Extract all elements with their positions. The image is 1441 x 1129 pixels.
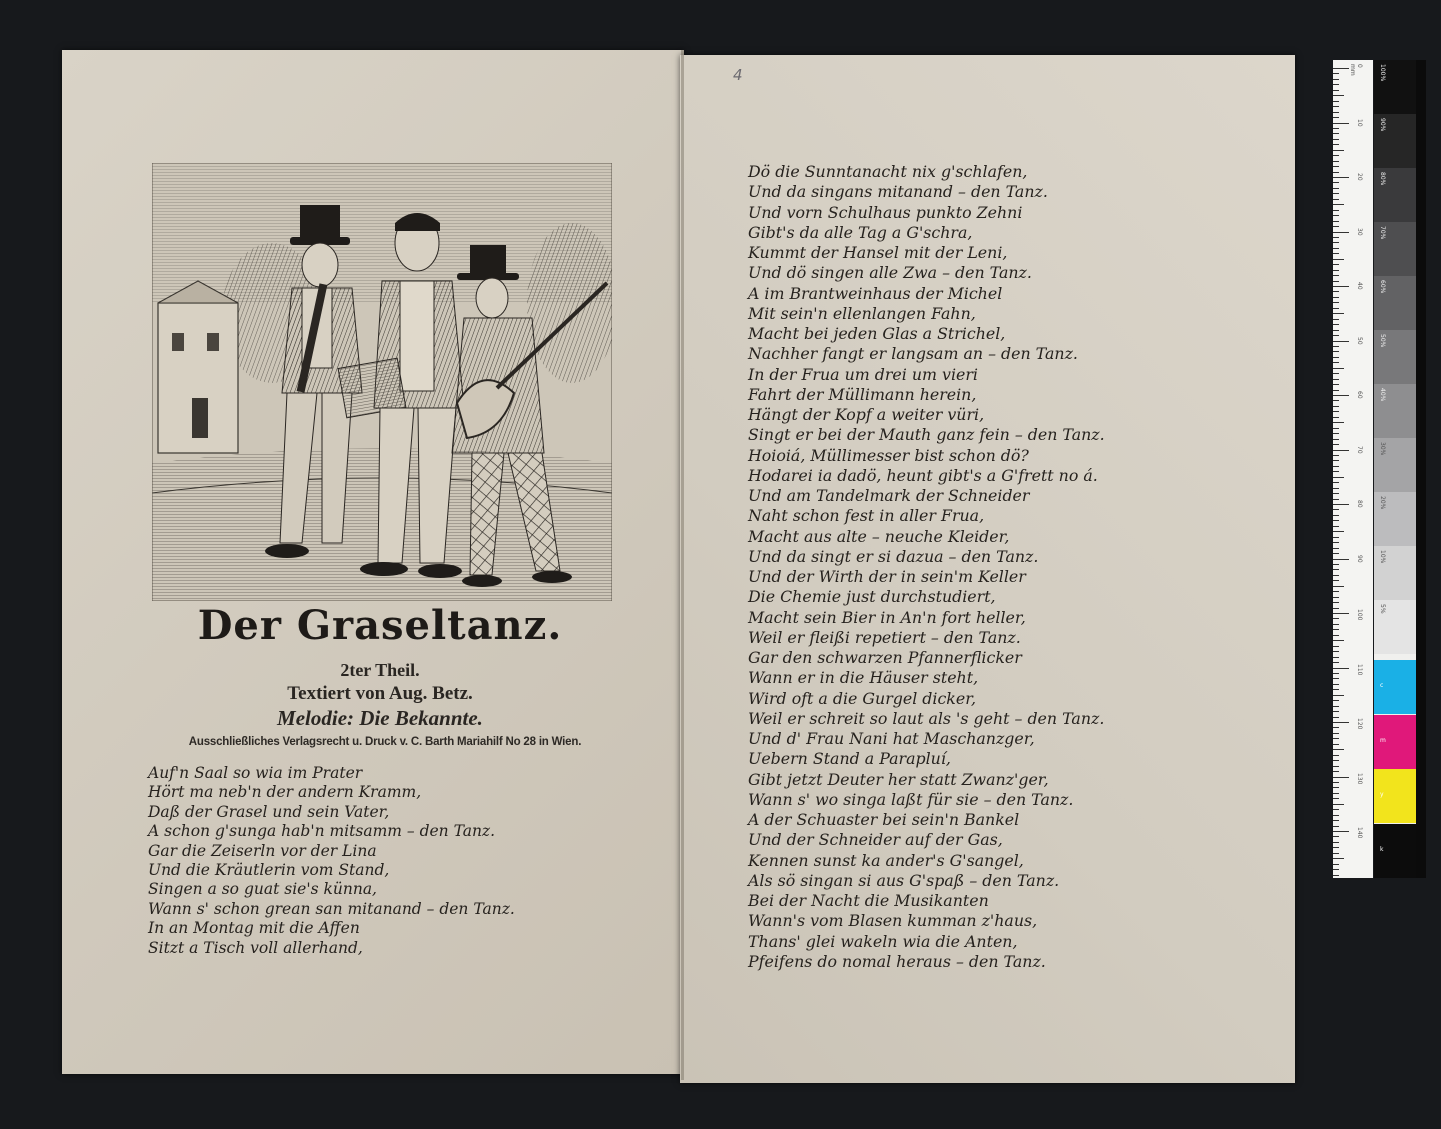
ruler-tick [1333,417,1339,418]
measurement-ruler [1333,60,1373,878]
ruler-tick [1333,722,1349,723]
ruler-tick [1333,400,1339,401]
page-number-mark: 4 [733,66,743,84]
ruler-tick [1333,166,1339,167]
page-fold [681,50,684,1080]
ruler-tick [1333,144,1339,145]
verse-line: Bei der Nacht die Musikanten [748,891,989,910]
song-melody: Melodie: Die Bekannte. [277,706,483,730]
ruler-tick [1333,112,1339,113]
verse-line: Als sö singan si aus G'spaß – den Tanz. [748,870,1060,890]
ruler-label: 130 [1356,772,1363,784]
verse-line: Singt er bei der Mauth ganz fein – den Tanz. [748,425,1105,445]
ruler-tick [1333,657,1339,658]
ruler-tick [1333,79,1339,80]
ruler-tick [1333,302,1339,303]
ruler-tick [1333,826,1339,827]
grey-patch-label: 90% [1379,118,1386,132]
ruler-tick [1333,864,1339,865]
ruler-label: 70 [1356,445,1363,454]
ruler-tick [1333,499,1339,500]
ruler-label: 20 [1356,173,1363,181]
ruler-tick [1333,199,1339,200]
ruler-tick [1333,640,1344,641]
ruler-tick [1333,706,1339,707]
song-title: Der Graseltanz. [197,602,563,649]
verse-line: Hängt der Kopf a weiter vüri, [748,405,985,424]
ruler-tick [1333,798,1339,799]
verse-line: Daß der Grasel und sein Vater, [148,802,390,821]
verse-line: Und am Tandelmark der Schneider [748,486,1030,505]
ruler-tick [1333,662,1339,663]
ruler-tick [1333,319,1339,320]
ruler-tick [1333,384,1339,385]
ruler-tick [1333,291,1339,292]
ruler-tick [1333,368,1344,369]
ruler-tick [1333,537,1339,538]
verse-line: Und der Wirth der in sein'm Keller [748,567,1026,586]
ruler-tick [1333,738,1339,739]
ruler-tick [1333,526,1339,527]
song-part: 2ter Theil. [340,660,420,680]
verse-line: Gibt's da alle Tag a G'schra, [748,222,973,242]
ruler-tick [1333,237,1339,238]
ruler-label: 0 mm [1349,64,1363,76]
ruler-tick [1333,275,1339,276]
verse-line: Macht aus alte – neuche Kleider, [748,526,1010,546]
publisher-imprint: Ausschließliches Verlagsrecht u. Druck v. C. Barth Mariahilf No 28 in Wien. [188,736,582,748]
ruler-tick [1333,172,1339,173]
ruler-tick [1333,444,1339,445]
ruler-tick [1333,73,1339,74]
ruler-tick [1333,373,1339,374]
ruler-tick [1333,193,1339,194]
ruler-tick [1333,858,1344,859]
verse-line: Pfeifens do nomal heraus – den Tanz. [748,951,1046,971]
color-patch-strip [1374,660,1416,878]
ruler-tick [1333,836,1339,837]
ruler-tick [1333,128,1339,129]
ruler-tick [1333,324,1339,325]
verse-line: Weil er schreit so laut als 's geht – den Tanz. [748,708,1105,728]
ruler-tick [1333,182,1339,183]
ruler-tick [1333,646,1339,647]
ruler-tick [1333,575,1339,576]
song-lyricist: Textiert von Aug. Betz. [287,683,473,704]
verse-line: Dö die Sunntanacht nix g'schlafen, [748,162,1028,181]
ruler-tick [1333,749,1344,750]
verse-line: Thans' glei wakeln wia die Anten, [748,931,1018,951]
ruler-tick [1333,569,1339,570]
ruler-tick [1333,591,1339,592]
ruler-tick [1333,433,1339,434]
grey-patch-label: 80% [1379,172,1386,186]
ruler-tick [1333,439,1339,440]
ruler-tick [1333,629,1339,630]
color-patch-label: c [1380,682,1384,689]
ruler-tick [1333,106,1339,107]
verse-line: Macht sein Bier in An'n fort heller, [748,607,1026,627]
ruler-tick [1333,635,1339,636]
ruler-tick [1333,755,1339,756]
ruler-label: 80 [1356,500,1363,508]
ruler-tick [1333,831,1349,832]
ruler-tick [1333,460,1339,461]
ruler-tick [1333,335,1339,336]
verse-line: Wann's vom Blasen kumman z'haus, [748,911,1038,931]
ruler-tick [1333,379,1339,380]
target-black-bar [1416,60,1426,878]
ruler-tick [1333,717,1339,718]
verse-line: Wann s' wo singa laßt für sie – den Tanz. [748,789,1074,809]
verse-line: A im Brantweinhaus der Michel [748,283,1003,303]
ruler-tick [1333,853,1339,854]
ruler-label: 50 [1356,336,1363,345]
ruler-tick [1333,466,1339,467]
grey-patch-label: 5% [1379,604,1386,614]
ruler-tick [1333,673,1339,674]
ruler-tick [1333,477,1344,478]
ruler-tick [1333,700,1339,701]
verse-line: Und d' Frau Nani hat Maschanzger, [748,729,1035,748]
ruler-label: 120 [1356,718,1363,730]
verse-line: Mit sein'n ellenlangen Fahn, [748,303,976,323]
ruler-tick [1333,226,1339,227]
ruler-tick [1333,297,1339,298]
verse-line: Wann er in die Häuser steht, [748,668,979,688]
ruler-tick [1333,602,1339,603]
ruler-tick [1333,330,1339,331]
ruler-tick [1333,390,1339,391]
ruler-tick [1333,733,1339,734]
ruler-tick [1333,847,1339,848]
ruler-tick [1333,242,1339,243]
ruler-tick [1333,351,1339,352]
ruler-label: 110 [1356,663,1363,675]
ruler-tick [1333,586,1344,587]
ruler-tick [1333,90,1339,91]
ruler-tick [1333,668,1349,669]
ruler-tick [1333,777,1349,778]
verse-line: Naht schon fest in aller Frua, [748,506,985,526]
ruler-tick [1333,346,1339,347]
ruler-label: 30 [1356,227,1363,236]
ruler-tick [1333,793,1339,794]
verse-line: Kennen sunst ka ander's G'sangel, [748,850,1024,870]
ruler-tick [1333,308,1339,309]
ruler-tick [1333,117,1339,118]
verse-line: Und die Kräutlerin vom Stand, [148,861,390,880]
verse-line: Weil er fleißi repetiert – den Tanz. [748,627,1021,647]
grey-patch-label: 30% [1379,442,1386,456]
ruler-tick [1333,215,1339,216]
verse-line: Fahrt der Müllimann herein, [748,384,977,404]
ruler-tick [1333,95,1344,96]
color-patch-label: y [1380,791,1384,798]
ruler-tick [1333,515,1339,516]
ruler-tick [1333,564,1339,565]
ruler-tick [1333,455,1339,456]
ruler-tick [1333,771,1339,772]
ruler-tick [1333,313,1344,314]
ruler-tick [1333,875,1339,876]
verse-line: Und der Schneider auf der Gas, [748,830,1003,850]
ruler-tick [1333,68,1349,69]
verse-line: A schon g'sunga hab'n mitsamm – den Tanz. [148,822,496,841]
ruler-tick [1333,597,1339,598]
verse-line: Hört ma neb'n der andern Kramm, [148,783,422,802]
ruler-tick [1333,684,1339,685]
verse-line: In der Frua um drei um vieri [748,364,978,384]
ruler-tick [1333,422,1344,423]
verse-line: Wird oft a die Gurgel dicker, [748,688,977,708]
ruler-tick [1333,689,1339,690]
ruler-tick [1333,624,1339,625]
verse-line: In an Montag mit die Affen [148,919,360,938]
verse-line: Wann s' schon grean san mitanand – den Tanz. [148,899,515,918]
ruler-tick [1333,559,1349,560]
ruler-label: 100 [1356,609,1363,621]
ruler-tick [1333,531,1344,532]
verse-line: Auf'n Saal so wia im Prater [148,764,363,782]
ruler-tick [1333,253,1339,254]
ruler-tick [1333,651,1339,652]
verse-line: Singen a so guat sie's künna, [148,880,377,899]
ruler-tick [1333,618,1339,619]
verse-line: Gar die Zeiserln vor der Lina [148,841,377,860]
right-verse-block [748,162,1105,972]
color-patch-label: m [1380,736,1386,744]
ruler-tick [1333,482,1339,483]
ruler-tick [1333,509,1339,510]
grey-patch-label: 60% [1379,280,1386,294]
ruler-label: 60 [1356,391,1363,399]
ruler-tick [1333,542,1339,543]
ruler-label: 40 [1356,282,1363,290]
ruler-tick [1333,787,1339,788]
ruler-tick [1333,248,1339,249]
ruler-tick [1333,362,1339,363]
ruler-tick [1333,428,1339,429]
verse-line: Nachher fangt er langsam an – den Tanz. [748,344,1078,364]
ruler-tick [1333,727,1339,728]
ruler-tick [1333,286,1349,287]
ruler-tick [1333,782,1339,783]
ruler-label: 10 [1356,118,1363,127]
ruler-tick [1333,232,1349,233]
ruler-tick [1333,548,1339,549]
grey-patch-label: 10% [1379,550,1386,564]
ruler-tick [1333,177,1349,178]
ruler-tick [1333,450,1349,451]
ruler-tick [1333,221,1339,222]
verse-line: Uebern Stand a Parapluí, [748,749,951,769]
ruler-tick [1333,820,1339,821]
ruler-tick [1333,520,1339,521]
verse-line: Und dö singen alle Zwa – den Tanz. [748,263,1032,283]
ruler-tick [1333,471,1339,472]
ruler-tick [1333,161,1339,162]
ruler-label: 140 [1356,827,1363,839]
ruler-tick [1333,744,1339,745]
ruler-tick [1333,188,1339,189]
ruler-tick [1333,553,1339,554]
ruler-tick [1333,842,1339,843]
verse-line: Macht bei jeden Glas a Strichel, [748,324,1006,343]
verse-line: Und da singans mitanand – den Tanz. [748,182,1048,202]
ruler-tick [1333,504,1349,505]
ruler-tick [1333,809,1339,810]
engraving-illustration [152,163,612,601]
grey-patch-label: 70% [1379,226,1386,240]
ruler-tick [1333,493,1339,494]
ruler-tick [1333,84,1339,85]
ruler-label: 90 [1356,554,1363,563]
ruler-tick [1333,139,1339,140]
grey-patch-label: 40% [1379,388,1386,402]
ruler-tick [1333,613,1349,614]
ruler-tick [1333,155,1339,156]
ruler-tick [1333,580,1339,581]
ruler-tick [1333,123,1349,124]
ruler-tick [1333,815,1339,816]
ruler-tick [1333,804,1344,805]
verse-line: Die Chemie just durchstudiert, [748,587,996,607]
verse-line: Und vorn Schulhaus punkto Zehni [748,202,1023,222]
ruler-tick [1333,760,1339,761]
ruler-tick [1333,357,1339,358]
verse-line: Hoioiá, Müllimesser bist schon dö? [748,445,1029,465]
verse-line: Gar den schwarzen Pfannerflicker [748,648,1022,667]
verse-line: Sitzt a Tisch voll allerhand, [148,938,363,957]
verse-line: Gibt jetzt Deuter her statt Zwanz'ger, [748,769,1049,789]
ruler-tick [1333,488,1339,489]
ruler-tick [1333,150,1344,151]
ruler-tick [1333,264,1339,265]
ruler-tick [1333,133,1339,134]
left-verse-block [148,764,515,958]
ruler-tick [1333,608,1339,609]
ruler-tick [1333,869,1339,870]
verse-line: Und da singt er si dazua – den Tanz. [748,546,1039,566]
ruler-tick [1333,395,1349,396]
ruler-tick [1333,281,1339,282]
ruler-tick [1333,270,1339,271]
ruler-tick [1333,766,1339,767]
grey-patch-label: 50% [1379,334,1386,348]
verse-line: Hodarei ia dadö, heunt gibt's a G'frett no á. [748,465,1098,485]
ruler-tick [1333,341,1349,342]
ruler-tick [1333,711,1339,712]
ruler-tick [1333,204,1344,205]
grey-patch-label: 20% [1379,496,1386,510]
ruler-tick [1333,695,1344,696]
verse-line: A der Schuaster bei sein'n Bankel [748,810,1020,829]
ruler-tick [1333,259,1344,260]
color-patch-label: k [1380,845,1384,853]
grey-patch-label: 100% [1379,64,1386,82]
ruler-tick [1333,406,1339,407]
ruler-tick [1333,210,1339,211]
verse-line: Kummt der Hansel mit der Leni, [748,243,1008,262]
ruler-tick [1333,411,1339,412]
ruler-tick [1333,101,1339,102]
ruler-tick [1333,678,1339,679]
